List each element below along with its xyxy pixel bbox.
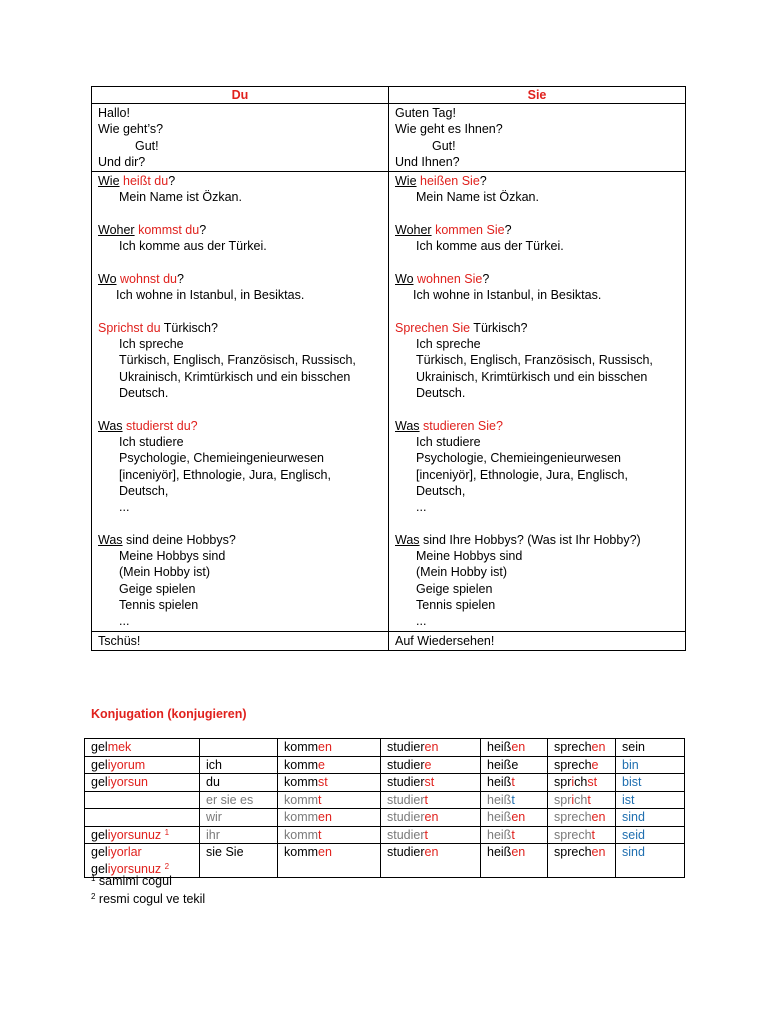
question-study — [395, 418, 679, 434]
answer-lang-line: Deutsch. — [416, 386, 466, 401]
conjugation-row — [85, 791, 685, 809]
ending-red: t — [318, 827, 322, 842]
stem: komm — [284, 775, 319, 789]
punctuation: ? — [482, 271, 490, 286]
cell-sprechen — [548, 774, 616, 792]
answer-study-line: [inceniyör], Ethnologie, Jura, Englisch, — [119, 467, 331, 482]
question-live — [395, 271, 679, 287]
stem: sein — [622, 740, 645, 754]
greeting-du — [92, 104, 389, 172]
answer-hobby-line: Tennis spielen — [119, 597, 199, 612]
ending-red: en — [424, 845, 439, 859]
ending-grey: wir — [206, 810, 222, 824]
stem: studier — [387, 740, 425, 754]
cell-pronoun — [200, 774, 278, 792]
stem: gel — [91, 775, 108, 789]
answer-study-line: Deutsch, — [119, 483, 169, 498]
stem: gel — [91, 845, 108, 859]
answer-lang-line: Ukrainisch, Krimtürkisch und ein bisschen — [119, 369, 351, 384]
answer-hobby-line: Meine Hobbys sind — [119, 549, 226, 564]
answer-study-line: ... — [416, 500, 427, 515]
ending-red: t — [591, 827, 596, 842]
answer-lang-line: Ukrainisch, Krimtürkisch und ein bisschen — [416, 369, 648, 384]
answer-study-line: [inceniyör], Ethnologie, Jura, Englisch, — [416, 467, 628, 482]
question-study — [98, 418, 382, 434]
ending-red: en — [511, 845, 526, 859]
footnote-1 — [91, 874, 172, 888]
question-lang — [395, 320, 679, 336]
question-word: Was — [98, 418, 123, 433]
cell-sein — [616, 739, 685, 757]
stem: sie Sie — [206, 845, 244, 859]
cell-sein — [616, 809, 685, 827]
questions-du — [92, 172, 389, 631]
ending-grey: studier — [387, 827, 425, 842]
stem: heiß — [487, 845, 512, 859]
cell-studieren — [381, 739, 481, 757]
question-rest: Türkisch? — [470, 320, 528, 335]
verb-phrase: kommen Sie — [435, 223, 505, 238]
ending-red: i — [571, 792, 575, 807]
answer-study-line: Ich studiere — [119, 434, 184, 449]
ending-red: en — [318, 810, 332, 824]
cell-studieren — [381, 844, 481, 878]
cell-kommen — [278, 756, 381, 774]
question-word: Wie — [98, 174, 120, 189]
answer-origin: Ich komme aus der Türkei. — [119, 239, 267, 254]
ending-red: e — [591, 757, 599, 772]
verb-phrase: studierst du? — [126, 418, 198, 433]
cell-turkish — [85, 844, 200, 878]
footnote-text: samimi cogul — [95, 874, 172, 888]
cell-heissen — [481, 826, 548, 844]
ending-grey: ihr — [206, 827, 220, 842]
ending-red: t — [318, 792, 322, 807]
greeting-line: Und dir? — [98, 154, 146, 169]
question-hobby — [98, 532, 382, 548]
greeting-line: Hallo! — [98, 106, 130, 120]
question-rest: sind Ihre Hobbys? (Was ist Ihr Hobby?) — [419, 532, 641, 547]
farewell-row — [92, 631, 686, 650]
answer-hobby-line: Tennis spielen — [416, 597, 496, 612]
cell-sprechen — [548, 739, 616, 757]
cell-sprechen — [548, 809, 616, 827]
answer-live: Ich wohne in Istanbul, in Besiktas. — [413, 288, 602, 303]
answer-hobby-line: ... — [119, 614, 130, 629]
question-word: Woher — [98, 223, 135, 238]
dialog-header-row — [92, 87, 686, 104]
verb-phrase: studieren Sie? — [423, 418, 503, 433]
stem: sprech — [554, 740, 592, 754]
ending-grey: heiß — [487, 792, 512, 807]
greeting-row — [92, 104, 686, 172]
ending-grey: komm — [284, 810, 319, 824]
stem: komm — [284, 845, 319, 859]
verb-phrase: heißt du — [123, 174, 169, 189]
ending-red: t — [511, 775, 515, 789]
question-word: Was — [395, 418, 420, 433]
ending-red: en — [424, 810, 439, 824]
ending-red: st — [587, 775, 598, 789]
ending-grey: ch — [574, 792, 588, 807]
ending-blue: sind — [622, 845, 645, 859]
stem: gel — [91, 740, 108, 754]
answer-lang-line: Ich spreche — [416, 337, 481, 352]
ending-grey: heiß — [487, 827, 512, 842]
stem: sprech — [554, 845, 592, 859]
question-rest: sind deine Hobbys? — [122, 532, 236, 547]
cell-heissen — [481, 809, 548, 827]
ending-blue: ist — [622, 792, 635, 807]
ending-red: iyorsunuz — [107, 861, 162, 876]
ending-red: e — [318, 757, 325, 772]
header-sie: Sie — [389, 87, 686, 104]
conjugation-title: Konjugation (konjugieren) — [91, 707, 247, 721]
ending-red: iyorsunuz — [107, 827, 162, 842]
cell-pronoun — [200, 809, 278, 827]
punctuation: ? — [199, 223, 207, 238]
cell-heissen — [481, 844, 548, 878]
cell-studieren — [381, 756, 481, 774]
ending-red: t — [587, 792, 591, 807]
answer-lang-line: Deutsch. — [119, 386, 169, 401]
question-word: Wo — [395, 271, 414, 286]
ending-grey: spr — [554, 792, 572, 807]
cell-turkish — [85, 739, 200, 757]
answer-hobby-line: Geige spielen — [416, 581, 493, 596]
cell-kommen — [278, 791, 381, 809]
conjugation-table — [84, 738, 685, 878]
ending-red: en — [511, 810, 526, 824]
answer-study-line: Ich studiere — [416, 434, 481, 449]
conjugation-body — [85, 739, 685, 878]
answer-lang-line: Türkisch, Englisch, Französisch, Russisch, — [119, 353, 356, 368]
ending-red: iyorsun — [107, 775, 148, 789]
ending-red: en — [318, 740, 332, 754]
ending-red: mek — [107, 740, 132, 754]
cell-turkish — [85, 774, 200, 792]
stem: ich — [206, 757, 222, 772]
answer-lang-line: Türkisch, Englisch, Französisch, Russisch, — [416, 353, 653, 368]
cell-sprechen — [548, 826, 616, 844]
question-word: Was — [395, 532, 420, 547]
ending-grey: sprech — [554, 810, 592, 824]
cell-turkish — [85, 791, 200, 809]
stem: heiße — [487, 757, 519, 772]
ending-blue: bin — [622, 757, 639, 772]
answer-study-line: Psychologie, Chemieingenieurwesen — [119, 451, 324, 466]
stem: heiß — [487, 740, 512, 754]
greeting-sie — [389, 104, 686, 172]
ending-red: 2 — [164, 861, 170, 871]
ending-grey: er sie es — [206, 792, 254, 807]
question-word: Wo — [98, 271, 117, 286]
cell-turkish — [85, 756, 200, 774]
stem: gel — [91, 861, 108, 876]
punctuation: ? — [479, 174, 487, 189]
cell-sprechen — [548, 844, 616, 878]
cell-pronoun — [200, 844, 278, 878]
ending-blue: sind — [622, 810, 645, 824]
greeting-line: Wie geht’s? — [98, 122, 164, 137]
stem: gel — [91, 757, 108, 772]
footnote-2 — [91, 892, 205, 906]
stem: komm — [284, 740, 319, 754]
greeting-line: Guten Tag! — [395, 106, 456, 120]
ending-red: st — [318, 775, 328, 789]
question-name — [98, 173, 382, 189]
answer-name: Mein Name ist Özkan. — [416, 190, 539, 205]
ending-grey: komm — [284, 792, 319, 807]
conjugation-row — [85, 826, 685, 844]
ending-red: t — [424, 792, 429, 807]
ending-red: en — [591, 845, 606, 859]
cell-sprechen — [548, 791, 616, 809]
ending-red: iyorum — [107, 757, 146, 772]
conjugation-row — [85, 809, 685, 827]
ending-red: i — [571, 775, 575, 789]
greeting-line: Und Ihnen? — [395, 154, 460, 169]
ending-blue: seid — [622, 827, 645, 842]
stem: studier — [387, 775, 425, 789]
farewell-du: Tschüs! — [92, 631, 389, 650]
cell-turkish — [85, 826, 200, 844]
questions-sie — [389, 172, 686, 631]
ending-grey: heiß — [487, 810, 512, 824]
cell-studieren — [381, 791, 481, 809]
stem: ch — [574, 775, 588, 789]
ending-red: en — [511, 740, 526, 754]
ending-grey: komm — [284, 827, 319, 842]
cell-kommen — [278, 826, 381, 844]
ending-red: iyorlar — [107, 845, 142, 859]
question-hobby — [395, 532, 679, 548]
cell-sein — [616, 774, 685, 792]
answer-origin: Ich komme aus der Türkei. — [416, 239, 564, 254]
ending-red: st — [424, 775, 435, 789]
cell-heissen — [481, 756, 548, 774]
ending-red: en — [591, 740, 606, 754]
answer-hobby-line: Meine Hobbys sind — [416, 549, 523, 564]
ending-red: t — [424, 827, 429, 842]
answer-live: Ich wohne in Istanbul, in Besiktas. — [116, 288, 305, 303]
footnote-mark: 1 — [91, 874, 96, 883]
verb-phrase: wohnst du — [120, 271, 177, 286]
question-word: Was — [98, 532, 123, 547]
cell-sein — [616, 756, 685, 774]
cell-studieren — [381, 809, 481, 827]
conjugation-header-row — [85, 739, 685, 757]
question-name — [395, 173, 679, 189]
question-word: Woher — [395, 223, 432, 238]
ending-grey: studier — [387, 810, 425, 824]
question-live — [98, 271, 382, 287]
stem: heiß — [487, 775, 512, 789]
dialog-table — [91, 86, 686, 651]
greeting-line: Wie geht es Ihnen? — [395, 122, 503, 137]
punctuation: ? — [504, 223, 512, 238]
cell-sprechen — [548, 756, 616, 774]
stem: komm — [284, 757, 319, 772]
farewell-sie: Auf Wiedersehen! — [389, 631, 686, 650]
answer-study-line: Deutsch, — [416, 483, 466, 498]
ending-blue: bist — [622, 775, 642, 789]
greeting-line: Gut! — [432, 138, 456, 153]
question-lang — [98, 320, 382, 336]
answer-hobby-line: (Mein Hobby ist) — [119, 565, 210, 580]
question-rest: Türkisch? — [160, 320, 218, 335]
ending-blue: t — [511, 792, 515, 807]
conjugation-row — [85, 756, 685, 774]
cell-pronoun — [200, 739, 278, 757]
cell-sein — [616, 844, 685, 878]
punctuation: ? — [177, 271, 184, 286]
verb-phrase: heißen Sie — [420, 174, 480, 189]
ending-grey: sprech — [554, 827, 592, 842]
greeting-line: Gut! — [135, 138, 159, 153]
stem: sprech — [554, 757, 592, 772]
cell-kommen — [278, 739, 381, 757]
cell-pronoun — [200, 791, 278, 809]
footnote-text: resmi cogul ve tekil — [95, 892, 206, 906]
answer-study-line: ... — [119, 500, 130, 515]
answer-hobby-line: (Mein Hobby ist) — [416, 565, 507, 580]
verb-phrase: Sprichst du — [98, 320, 161, 335]
cell-kommen — [278, 774, 381, 792]
stem: du — [206, 775, 220, 789]
stem: gel — [91, 827, 108, 842]
cell-pronoun — [200, 826, 278, 844]
cell-sein — [616, 826, 685, 844]
header-du: Du — [92, 87, 389, 104]
verb-phrase: Sprechen Sie — [395, 320, 471, 335]
conjugation-row — [85, 844, 685, 878]
answer-study-line: Psychologie, Chemieingenieurwesen — [416, 451, 621, 466]
ending-red: en — [424, 740, 439, 754]
answer-lang-line: Ich spreche — [119, 337, 184, 352]
ending-red: en — [591, 810, 606, 824]
ending-red: 1 — [164, 827, 170, 837]
footnote-mark: 2 — [91, 892, 96, 901]
punctuation: ? — [168, 174, 176, 189]
cell-heissen — [481, 739, 548, 757]
answer-hobby-line: ... — [416, 614, 427, 629]
cell-studieren — [381, 826, 481, 844]
cell-heissen — [481, 774, 548, 792]
question-word: Wie — [395, 174, 417, 189]
cell-sein — [616, 791, 685, 809]
stem: studier — [387, 845, 425, 859]
cell-studieren — [381, 774, 481, 792]
questions-row — [92, 172, 686, 631]
cell-kommen — [278, 844, 381, 878]
cell-heissen — [481, 791, 548, 809]
answer-hobby-line: Geige spielen — [119, 581, 196, 596]
cell-pronoun — [200, 756, 278, 774]
ending-red: en — [318, 845, 332, 859]
cell-turkish — [85, 809, 200, 827]
stem: spr — [554, 775, 572, 789]
question-origin — [395, 222, 679, 238]
verb-phrase: wohnen Sie — [417, 271, 483, 286]
ending-grey: studier — [387, 792, 425, 807]
ending-red: e — [424, 757, 432, 772]
conjugation-row — [85, 774, 685, 792]
verb-phrase: kommst du — [138, 223, 200, 238]
stem: studier — [387, 757, 425, 772]
question-origin — [98, 222, 382, 238]
answer-name: Mein Name ist Özkan. — [119, 190, 242, 205]
cell-kommen — [278, 809, 381, 827]
ending-red: t — [511, 827, 515, 842]
